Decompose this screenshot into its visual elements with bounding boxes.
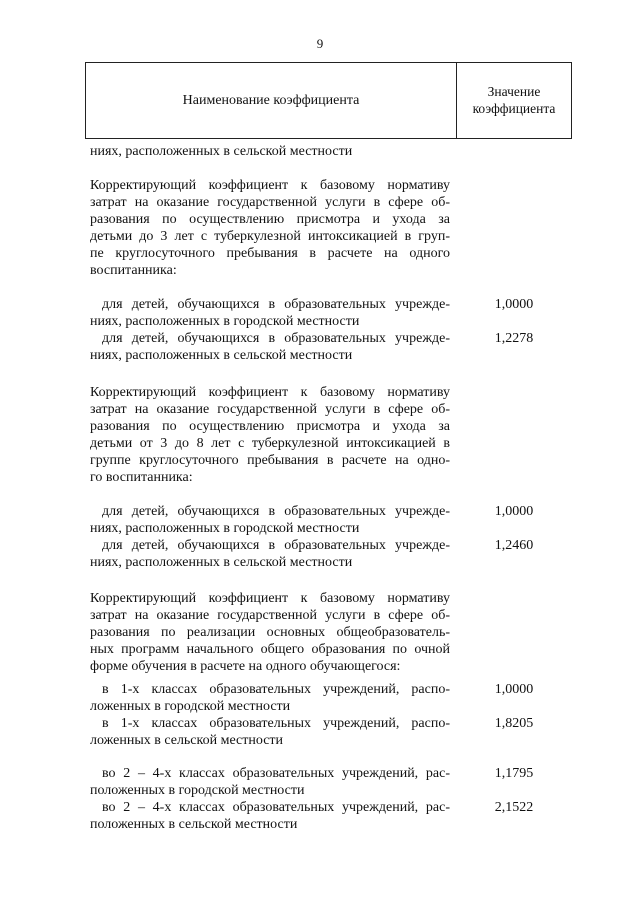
text-line: пе круглосуточного пребывания в расчете на одного <box>90 246 450 261</box>
text-line: во 2 – 4-х классах образовательных учреждений, рас- <box>102 800 450 815</box>
column-header-name: Наименование коэффициента <box>86 63 457 138</box>
coefficient-value: 1,2460 <box>494 538 534 553</box>
text-line: положенных в городской местности <box>90 783 305 798</box>
text-line: ниях, расположенных в сельской местности <box>90 555 353 570</box>
text-line: детьми от 3 до 8 лет с туберкулезной интоксикацией в <box>90 436 450 451</box>
text-line: для детей, обучающихся в образовательных учрежде- <box>102 538 450 553</box>
text-line: в 1-х классах образовательных учреждений, распо- <box>102 716 450 731</box>
coefficient-value: 1,1795 <box>494 766 534 781</box>
text-line: во 2 – 4-х классах образовательных учреждений, рас- <box>102 766 450 781</box>
coefficient-value: 1,0000 <box>494 682 534 697</box>
coefficient-value: 1,0000 <box>494 504 534 519</box>
coefficient-value: 1,0000 <box>494 297 534 312</box>
text-line: ниях, расположенных в сельской местности <box>90 144 353 159</box>
section-heading <box>90 384 450 486</box>
text-line: воспитанника: <box>90 263 177 278</box>
coefficient-value: 1,2278 <box>494 331 534 346</box>
text-line: разования по реализации основных общеобразователь- <box>90 625 450 640</box>
text-line: Корректирующий коэффициент к базовому нормативу <box>90 178 450 193</box>
list-item <box>90 715 450 749</box>
text-line: разования по осуществлению присмотра и ухода за <box>90 212 450 227</box>
column-header-value: Значение коэффициента <box>472 83 556 116</box>
text-line: для детей, обучающихся в образовательных учрежде- <box>102 331 450 346</box>
section-heading <box>90 590 450 675</box>
text-line: Корректирующий коэффициент к базовому нормативу <box>90 385 450 400</box>
text-line: затрат на оказание государственной услуги в сфере об- <box>90 195 450 210</box>
list-item <box>90 537 450 571</box>
text-line: затрат на оказание государственной услуги в сфере об- <box>90 402 450 417</box>
list-item <box>90 681 450 715</box>
text-line: ложенных в городской местности <box>90 699 291 714</box>
text-line: форме обучения в расчете на одного обучающегося: <box>90 659 401 674</box>
list-item <box>90 330 450 364</box>
text-line: затрат на оказание государственной услуги в сфере об- <box>90 608 450 623</box>
coefficient-value: 2,1522 <box>494 800 534 815</box>
list-item <box>90 765 450 799</box>
list-item <box>90 296 450 330</box>
table-header <box>85 62 572 139</box>
list-item <box>90 503 450 537</box>
text-line: ных программ начального общего образования по очной <box>90 642 450 657</box>
text-line: детьми до 3 лет с туберкулезной интоксикацией в груп- <box>90 229 450 244</box>
text-line: ниях, расположенных в городской местности <box>90 521 360 536</box>
section-heading <box>90 177 450 279</box>
text-line: в 1-х классах образовательных учреждений, распо- <box>102 682 450 697</box>
text-line: ложенных в сельской местности <box>90 733 284 748</box>
text-line: группе круглосуточного пребывания в расчете на одно- <box>90 453 450 468</box>
text-line: разования по осуществлению присмотра и ухода за <box>90 419 450 434</box>
text-line: для детей, обучающихся в образовательных учрежде- <box>102 297 450 312</box>
coefficient-value: 1,8205 <box>494 716 534 731</box>
text-line: для детей, обучающихся в образовательных учрежде- <box>102 504 450 519</box>
text-line: ниях, расположенных в сельской местности <box>90 348 353 363</box>
list-item <box>90 799 450 833</box>
text-line: ниях, расположенных в городской местности <box>90 314 360 329</box>
page-number: 9 <box>316 36 324 51</box>
text-line: Корректирующий коэффициент к базовому нормативу <box>90 591 450 606</box>
carryover-text <box>90 143 450 160</box>
text-line: положенных в сельской местности <box>90 817 298 832</box>
text-line: го воспитанника: <box>90 470 193 485</box>
